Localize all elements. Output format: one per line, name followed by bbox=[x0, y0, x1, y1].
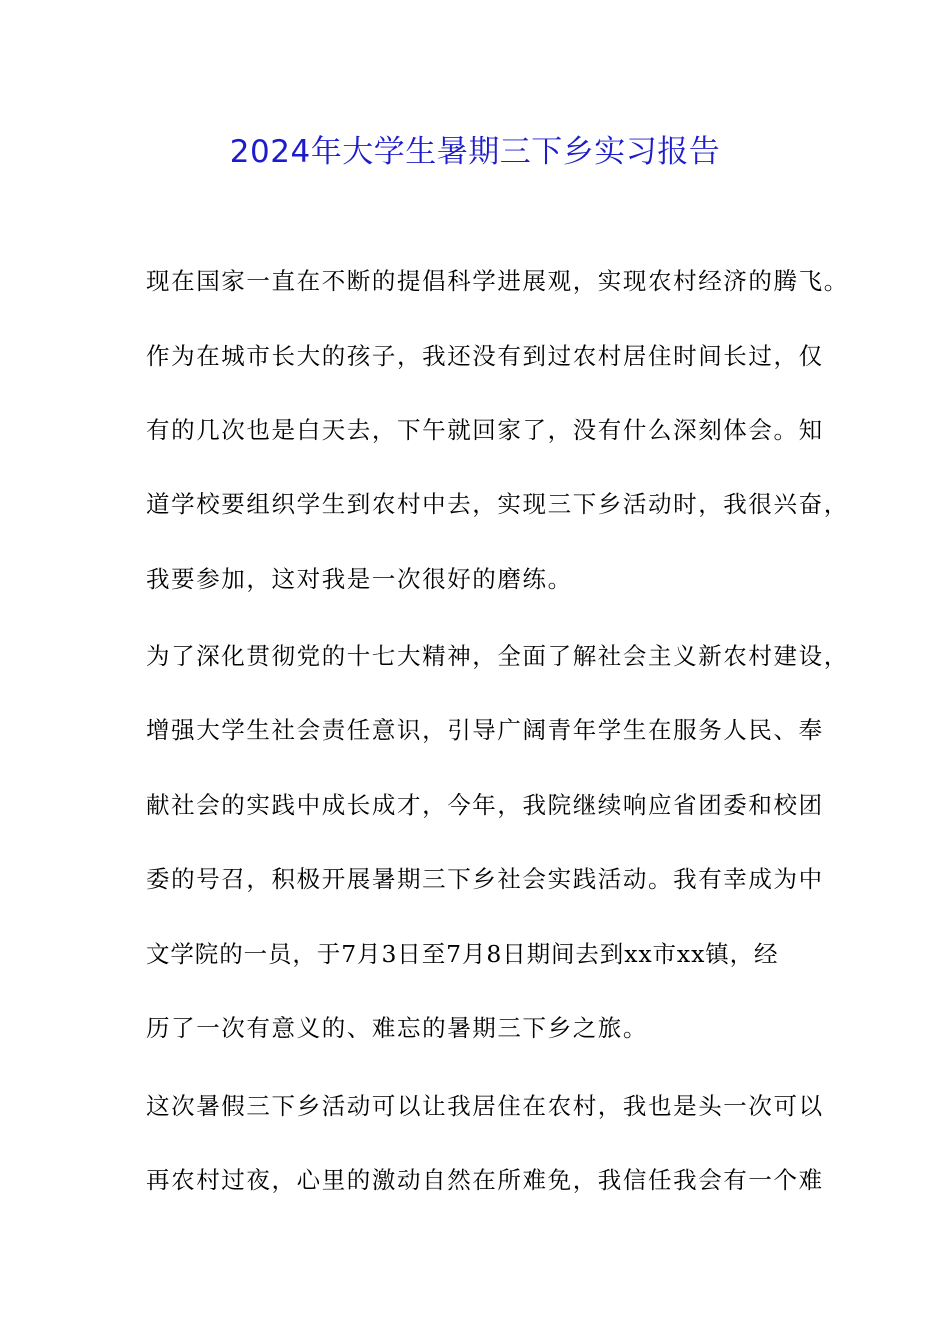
paragraph-line: 历了一次有意义的、难忘的暑期三下乡之旅。 bbox=[146, 1014, 648, 1042]
paragraph-line: 道学校要组织学生到农村中去，实现三下乡活动时，我很兴奋， bbox=[146, 490, 849, 518]
paragraph-line: 献社会的实践中成长成才，今年，我院继续响应省团委和校团 bbox=[146, 791, 824, 819]
paragraph-line: 作为在城市长大的孩子，我还没有到过农村居住时间长过，仅 bbox=[146, 342, 824, 370]
paragraph-line: 我要参加，这对我是一次很好的磨练。 bbox=[146, 565, 573, 593]
paragraph-line: 有的几次也是白天去，下午就回家了，没有什么深刻体会。知 bbox=[146, 416, 824, 444]
paragraph-line: 为了深化贯彻党的十七大精神，全面了解社会主义新农村建设， bbox=[146, 642, 849, 670]
paragraph-line: 增强大学生社会责任意识，引导广阔青年学生在服务人民、奉 bbox=[146, 716, 824, 744]
paragraph-line: 现在国家一直在不断的提倡科学进展观，实现农村经济的腾飞。 bbox=[146, 267, 849, 295]
paragraph-line: 再农村过夜，心里的激动自然在所难免，我信任我会有一个难 bbox=[146, 1166, 824, 1194]
paragraph-line: 委的号召，积极开展暑期三下乡社会实践活动。我有幸成为中 bbox=[146, 865, 824, 893]
paragraph-line: 文学院的一员，于7月3日至7月8日期间去到xx市xx镇，经 bbox=[146, 940, 779, 968]
paragraph-line: 这次暑假三下乡活动可以让我居住在农村，我也是头一次可以 bbox=[146, 1092, 824, 1120]
document-title: 2024年大学生暑期三下乡实习报告 bbox=[229, 134, 721, 170]
